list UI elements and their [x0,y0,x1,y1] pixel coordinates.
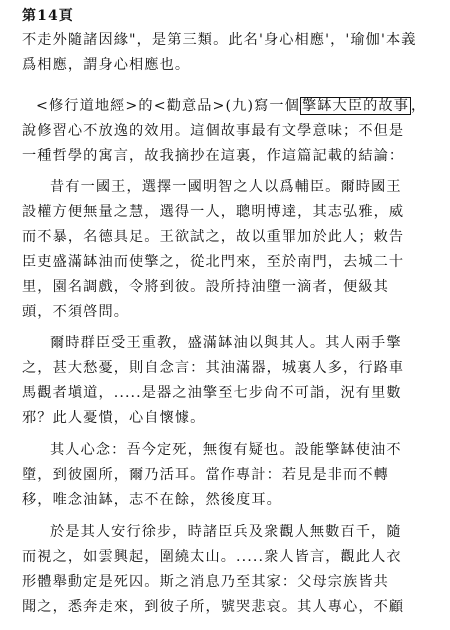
text-line: 頭，不須啓問。 [22,304,130,320]
text-line: 設權方便無量之慧，選得一人，聰明博達，其志弘雅，威 [22,204,405,220]
text-line: 不走外隨諸因緣"，是第三類。此名'身心相應'，'瑜伽'本義 [22,32,417,48]
text-line: 一種哲學的寓言，故我摘抄在這裏，作這篇記載的結論： [22,148,405,164]
text-line: 聞之，悉奔走來，到彼子所，號哭悲哀。其人專心，不顧 [22,599,405,615]
text-line: 移，唯念油缽，志不在餘，然後度耳。 [22,492,282,508]
text-line: 馬觀者塡道，.....是器之油擎至七步尙不可詣，況有里數 [22,385,402,401]
text-line: 其人心念：吾今定死，無復有疑也。設能擎缽使油不 [50,442,402,458]
text-line: 形體舉動定是死囚。斯之消息乃至其家：父母宗族皆共 [22,574,389,590]
text-line: 而視之，如雲興起，圍繞太山。.....衆人皆言，觀此人衣 [22,549,402,565]
text-line: 之，甚大愁憂，則自念言：其油滿器，城裏人多，行路車 [22,360,405,376]
text-line: 爲相應，謂身心相應也。 [22,57,191,73]
text-line: 墮，到彼園所，爾乃活耳。當作專計：若見是非而不轉 [22,467,389,483]
text-line: 邪？此人憂憒，心自懷懅。 [22,410,206,426]
page-header: 第14頁 [22,8,74,24]
text-line-segment: <修行道地經>的<勸意品>(九)寫一個 [36,98,300,114]
text-line: 說修習心不放逸的效用。這個故事最有文學意味；不但是 [22,123,405,139]
text-line: 里，園名調戲，令將到彼。設所持油墮一滴者，便級其 [22,279,389,295]
boxed-phrase: 擎缽大臣的故事 [301,98,409,114]
text-line: 爾時群臣受王重教，盛滿缽油以與其人。其人兩手擎 [50,335,402,351]
text-line: 於是其人安行徐步，時諸臣兵及衆觀人無數百千，隨 [50,524,402,540]
text-line [36,96,426,116]
comma-mark: ， [410,98,427,114]
text-line: 臣吏盛滿缽油而使擎之，從北門來，至於南門，去城二十 [22,254,405,270]
text-line: 而不暴，名德具足。王欲試之，故以重罪加於此人；敕告 [22,229,405,245]
text-line: 昔有一國王，選擇一國明智之人以爲輔臣。爾時國王 [50,179,402,195]
